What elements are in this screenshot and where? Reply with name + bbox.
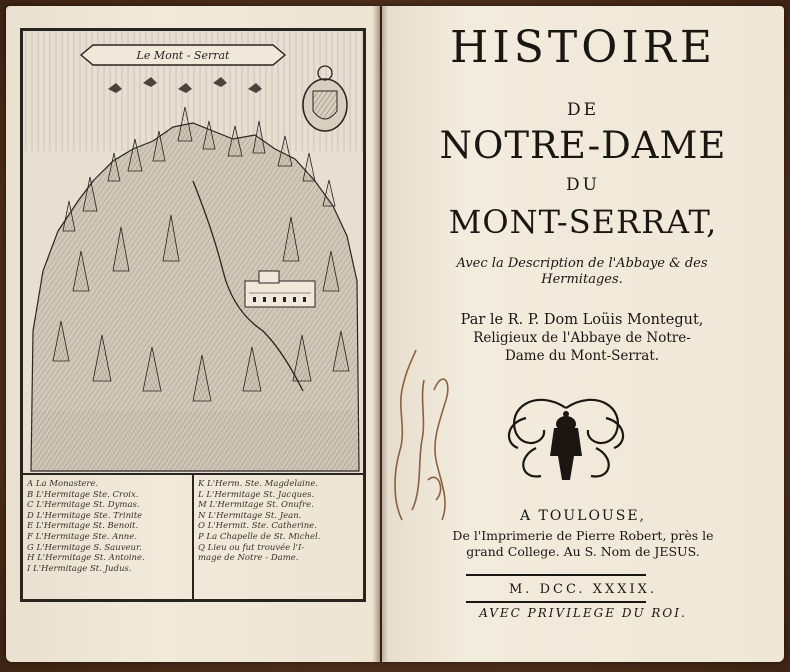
rule-bottom [466, 601, 646, 603]
legend-item: Q Lieu ou fut trouvée l'I- [198, 542, 305, 553]
legend-item: O L'Hermit. Ste. Catherine. [198, 521, 317, 532]
legend-column-right [192, 475, 363, 601]
legend-item: C L'Hermitage St. Dymas. [27, 500, 140, 511]
engraving-legend [23, 473, 363, 601]
legend-item: A La Monastere. [27, 479, 99, 489]
rule-top [466, 574, 646, 576]
title-histoire: HISTOIRE [450, 22, 716, 73]
legend-item: H L'Hermitage St. Antoine. [27, 553, 145, 564]
subtitle-line-1: Avec la Description de l'Abbaye & des [456, 256, 708, 271]
subtitle-line-2: Hermitages. [541, 272, 623, 287]
legend-item: G L'Hermitage S. Sauveur. [27, 542, 142, 553]
author-line-1: Par le R. P. Dom Loüis Montegut, [460, 312, 704, 328]
title-mont-serrat: MONT-SERRAT, [448, 203, 718, 241]
title-notre-dame: NOTRE-DAME [439, 124, 727, 167]
title-du: DU [566, 175, 600, 195]
legend-item: E L'Hermitage St. Benoit. [27, 521, 139, 532]
engraving-frame [20, 28, 366, 602]
publication-date: M. DCC. XXXIX. [509, 582, 657, 597]
imprint-printer-line-2: grand College. Au S. Nom de JESUS. [466, 544, 700, 559]
legend-column-left [23, 475, 192, 601]
legend-item: B L'Hermitage Ste. Croix. [27, 489, 139, 500]
mountain-engraving [23, 31, 363, 473]
banner-text: Le Mont - Serrat [136, 49, 230, 62]
legend-item: D L'Hermitage Ste. Trinite [27, 510, 143, 521]
legend-item: F L'Hermitage Ste. Anne. [27, 531, 138, 542]
legend-item: P La Chapelle de St. Michel. [198, 531, 321, 542]
legend-item: L L'Hermitage St. Jacques. [198, 489, 315, 500]
imprint-printer-line-1: De l'Imprimerie de Pierre Robert, près le [452, 528, 714, 543]
legend-item: mage de Notre - Dame. [198, 553, 299, 564]
author-line-3: Dame du Mont-Serrat. [504, 348, 660, 364]
title-de: DE [566, 100, 600, 120]
subtitle [392, 256, 772, 288]
legend-item: I L'Hermitage St. Judus. [27, 563, 132, 574]
author-line-2: Religieux de l'Abbaye de Notre- [473, 330, 691, 346]
legend-item: K L'Herm. Ste. Magdelaine. [198, 479, 319, 489]
imprint-place: A TOULOUSE, [519, 508, 646, 524]
legend-item: N L'Hermitage St. Jean. [198, 510, 302, 521]
legend-item: M L'Hermitage St. Onufre. [198, 500, 314, 511]
handwritten-signature [372, 330, 462, 530]
privilege-line: AVEC PRIVILEGE DU ROI. [479, 606, 687, 620]
printers-ornament-icon [496, 388, 636, 488]
